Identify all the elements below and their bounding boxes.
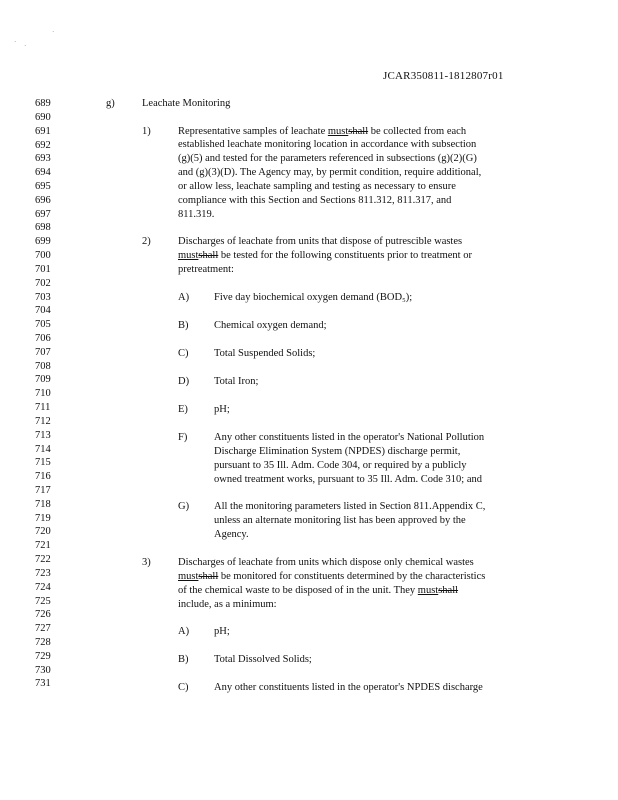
item-text-line: Discharges of leachate from units which dispose only chemical wastes (178, 557, 474, 568)
line-number: 718 (35, 498, 51, 510)
subitem-label: D) (178, 376, 190, 387)
subitem-text: Total Suspended Solids; (214, 348, 316, 359)
subitem-text: Any other constituents listed in the operator's National Pollution (214, 432, 485, 443)
deleted-text: shall (438, 585, 459, 596)
line-number: 704 (35, 305, 51, 317)
subitem-text: pH; (214, 626, 230, 637)
line-number: 720 (35, 526, 51, 538)
line-number: 716 (35, 471, 51, 483)
subitem-label: B) (178, 320, 189, 331)
subitem-text: All the monitoring parameters listed in Section 811.Appendix C, (214, 501, 486, 512)
line-number: 698 (35, 222, 51, 234)
item-text-line: (g)(5) and tested for the parameters referenced in subsections (g)(2)(G) (178, 153, 477, 164)
line-number: 709 (35, 374, 51, 386)
line-number: 722 (35, 554, 51, 566)
line-number: 710 (35, 388, 51, 400)
scan-artifact: · (52, 28, 55, 36)
section-title: Leachate Monitoring (142, 98, 231, 109)
line-number: 728 (35, 637, 51, 648)
subitem-label: E) (178, 404, 188, 415)
item-number: 3) (142, 557, 151, 568)
line-number: 697 (35, 208, 51, 220)
line-number: 725 (35, 595, 51, 607)
document-id: JCAR350811-1812807r01 (383, 70, 504, 82)
line-number: 711 (35, 402, 51, 413)
deleted-text: shall (198, 250, 219, 261)
line-number: 701 (35, 263, 51, 275)
line-number: 723 (35, 567, 51, 579)
item-text-line: include, as a minimum: (178, 599, 277, 610)
subitem-label: F) (178, 432, 188, 443)
subitem-text: Agency. (214, 529, 249, 540)
subitem-label: C) (178, 348, 189, 359)
item-text-line: Discharges of leachate from units that dispose of putrescible wastes (178, 236, 463, 247)
inserted-text: must (178, 571, 199, 582)
line-number: 713 (35, 429, 51, 441)
inserted-text: must (417, 585, 439, 596)
line-number: 714 (35, 443, 51, 455)
line-number: 724 (35, 581, 51, 593)
line-number: 692 (35, 139, 51, 151)
line-number: 730 (35, 664, 51, 676)
item-text-line: of the chemical waste to be disposed of in the unit. They mustshall (178, 585, 459, 596)
line-number: 721 (35, 540, 51, 552)
line-number: 691 (35, 125, 51, 137)
item-text-line: pretreatment: (178, 264, 234, 275)
subitem-text: Total Dissolved Solids; (214, 654, 312, 665)
item-number: 2) (142, 236, 151, 247)
inserted-text: must (327, 126, 349, 137)
line-number: 717 (35, 485, 51, 496)
item-text-line: mustshall be monitored for constituents determined by the characteristics (178, 571, 486, 582)
item-text-line: Representative samples of leachate mustshall be collected from each (178, 126, 467, 137)
line-number: 705 (35, 319, 51, 331)
subitem-text: Five day biochemical oxygen demand (BOD₅); (214, 292, 413, 303)
subitem-text: pursuant to 35 Ill. Adm. Code 304, or required by a publicly (214, 460, 467, 471)
line-number: 729 (35, 650, 51, 662)
line-number: 699 (35, 236, 51, 248)
subitem-text: Chemical oxygen demand; (214, 320, 327, 331)
line-number: 706 (35, 332, 51, 344)
scan-artifact: · (14, 38, 17, 46)
subitem-label: G) (178, 501, 190, 512)
deleted-text: shall (198, 571, 219, 582)
line-number: 726 (35, 609, 51, 621)
line-number: 731 (35, 678, 51, 690)
line-number: 700 (35, 250, 51, 261)
subitem-text: Discharge Elimination System (NPDES) discharge permit, (214, 446, 461, 457)
item-text-line: established leachate monitoring location in accordance with subsection (178, 139, 477, 150)
subitem-text: owned treatment works, pursuant to 35 Ill. Adm. Code 310; and (214, 474, 483, 485)
item-text-line: mustshall be tested for the following constituents prior to treatment or (178, 250, 472, 261)
line-number: 689 (35, 98, 51, 109)
subitem-text: pH; (214, 404, 230, 415)
line-number: 702 (35, 277, 51, 289)
item-text-line: compliance with this Section and Sections 811.312, 811.317, and (178, 195, 452, 206)
subitem-label: A) (178, 626, 190, 637)
line-number: 727 (35, 623, 51, 635)
line-number: 719 (35, 512, 51, 524)
item-text-line: or allow less, leachate sampling and testing as necessary to ensure (178, 181, 456, 192)
item-number: 1) (142, 126, 151, 137)
scan-artifact: · (24, 42, 27, 50)
deleted-text: shall (348, 126, 369, 137)
subitem-label: A) (178, 292, 190, 303)
item-text-line: and (g)(3)(D). The Agency may, by permit condition, require additional, (178, 167, 482, 178)
line-number: 694 (35, 167, 51, 179)
inserted-text: must (178, 250, 199, 261)
item-text-line: 811.319. (178, 209, 215, 220)
section-label: g) (106, 98, 115, 109)
line-number: 703 (35, 291, 51, 303)
line-number: 693 (35, 153, 51, 165)
subitem-text: unless an alternate monitoring list has been approved by the (214, 515, 466, 526)
line-number: 696 (35, 194, 51, 206)
line-number: 695 (35, 180, 51, 192)
subitem-label: C) (178, 682, 189, 693)
line-number: 712 (35, 415, 51, 427)
subitem-text: Any other constituents listed in the operator's NPDES discharge (214, 682, 483, 693)
line-number: 715 (35, 457, 51, 469)
line-number: 707 (35, 346, 51, 358)
line-number: 690 (35, 111, 51, 123)
subitem-text: Total Iron; (214, 376, 259, 387)
subitem-label: B) (178, 654, 189, 665)
line-number: 708 (35, 360, 51, 372)
